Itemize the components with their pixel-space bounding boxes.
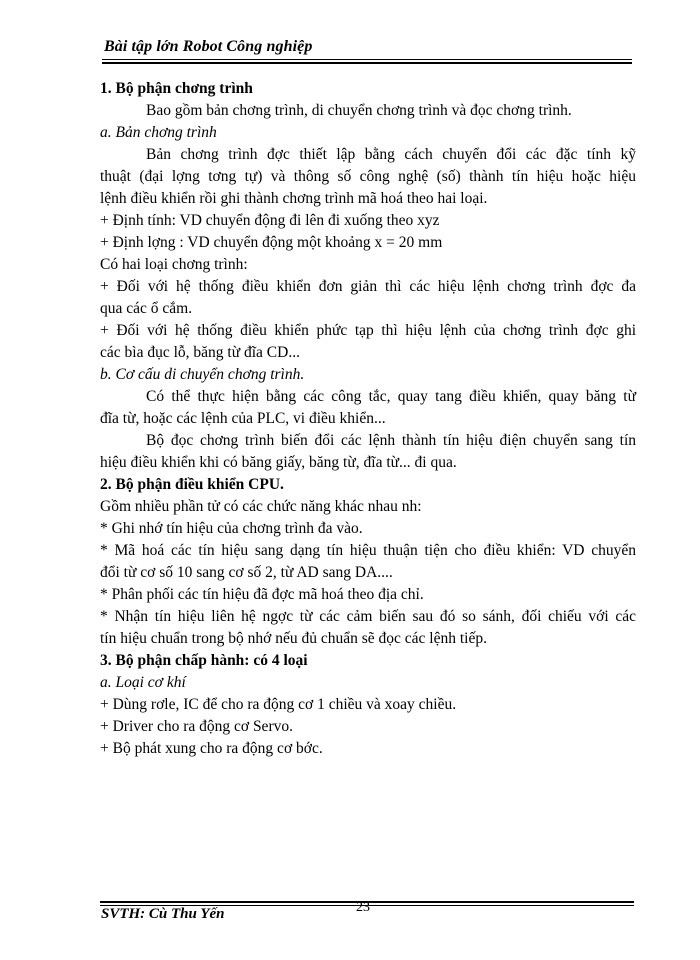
section-heading-3: 3. Bộ phận chấp hành: có 4 loại: [100, 652, 308, 669]
list-item: + Dùng rơle, IC để cho ra động cơ 1 chiều và xoay chiều.: [100, 696, 457, 713]
page-header-title: Bài tập lớn Robot Công nghiệp: [104, 38, 313, 55]
subsection-heading-a: a. Bản chơng trình: [100, 124, 217, 141]
header-rule-thick: [102, 62, 632, 64]
list-item: + Định lợng : VD chuyển động một khoảng x = 20 mm: [100, 234, 443, 251]
list-item: + Định tính: VD chuyển động đi lên đi xuống theo xyz: [100, 212, 440, 229]
subsection-heading-b: b. Cơ cấu di chuyển chơng trình.: [100, 366, 305, 383]
section-heading-1: 1. Bộ phận chơng trình: [100, 80, 253, 97]
paragraph-line: Bộ đọc chơng trình biến đổi các lệnh thành tín hiệu điện chuyển sang tín: [146, 432, 636, 449]
paragraph-line: đĩa từ, hoặc các lệnh của PLC, vi điều khiển...: [100, 410, 386, 427]
paragraph-line: lệnh điều khiển rồi ghi thành chơng trình mã hoá theo hai loại.: [100, 190, 488, 207]
list-item: * Nhận tín hiệu liên hệ ngợc từ các cảm biến sau đó so sánh, đối chiếu với các: [100, 608, 636, 625]
list-item: * Mã hoá các tín hiệu sang dạng tín hiệu thuận tiện cho điều khiển: VD chuyển: [100, 542, 636, 559]
list-item: + Đối với hệ thống điều khiển đơn giản thì các hiệu lệnh chơng trình đợc đa: [100, 278, 636, 295]
list-item-continuation: tín hiệu chuẩn trong bộ nhớ nếu đủ chuẩn sẽ đọc các lệnh tiếp.: [100, 630, 487, 647]
paragraph-line: Bao gồm bản chơng trình, di chuyển chơng trình và đọc chơng trình.: [146, 102, 572, 119]
paragraph-line: Bản chơng trình đợc thiết lập bằng cách chuyển đổi các đặc tính kỹ: [146, 146, 636, 163]
paragraph-line: Có thể thực hiện bằng các công tắc, quay tang điều khiển, quay băng từ: [146, 388, 636, 405]
list-item: + Driver cho ra động cơ Servo.: [100, 718, 293, 735]
document-body: [100, 78, 636, 760]
paragraph-line: Có hai loại chơng trình:: [100, 256, 248, 273]
header-rule: [102, 59, 632, 60]
list-item: * Phân phối các tín hiệu đã đợc mã hoá theo địa chỉ.: [100, 586, 424, 603]
footer-author: SVTH: Cù Thu Yến: [101, 906, 225, 922]
subsection-heading-a: a. Loại cơ khí: [100, 674, 186, 691]
list-item: + Đối với hệ thống điều khiển phức tạp thì hiệu lệnh của chơng trình đợc ghi: [100, 322, 636, 339]
list-item-continuation: đổi từ cơ số 10 sang cơ số 2, từ AD sang DA....: [100, 564, 393, 581]
page-number: 23: [356, 900, 370, 915]
paragraph-line: hiệu điều khiển khi có băng giấy, băng từ, đĩa từ... đi qua.: [100, 454, 457, 471]
list-item-continuation: các bìa đục lỗ, băng từ đĩa CD...: [100, 344, 300, 361]
section-heading-2: 2. Bộ phận điều khiển CPU.: [100, 476, 284, 493]
list-item-continuation: qua các ổ cắm.: [100, 300, 193, 317]
list-item: * Ghi nhớ tín hiệu của chơng trình đa vào.: [100, 520, 363, 537]
list-item: + Bộ phát xung cho ra động cơ bớc.: [100, 740, 323, 757]
paragraph-line: Gồm nhiều phần tử có các chức năng khác nhau nh:: [100, 498, 422, 515]
paragraph-line: thuật (đại lợng tơng tự) và thông số công nghệ (số) thành tín hiệu hoặc hiệu: [100, 168, 636, 185]
